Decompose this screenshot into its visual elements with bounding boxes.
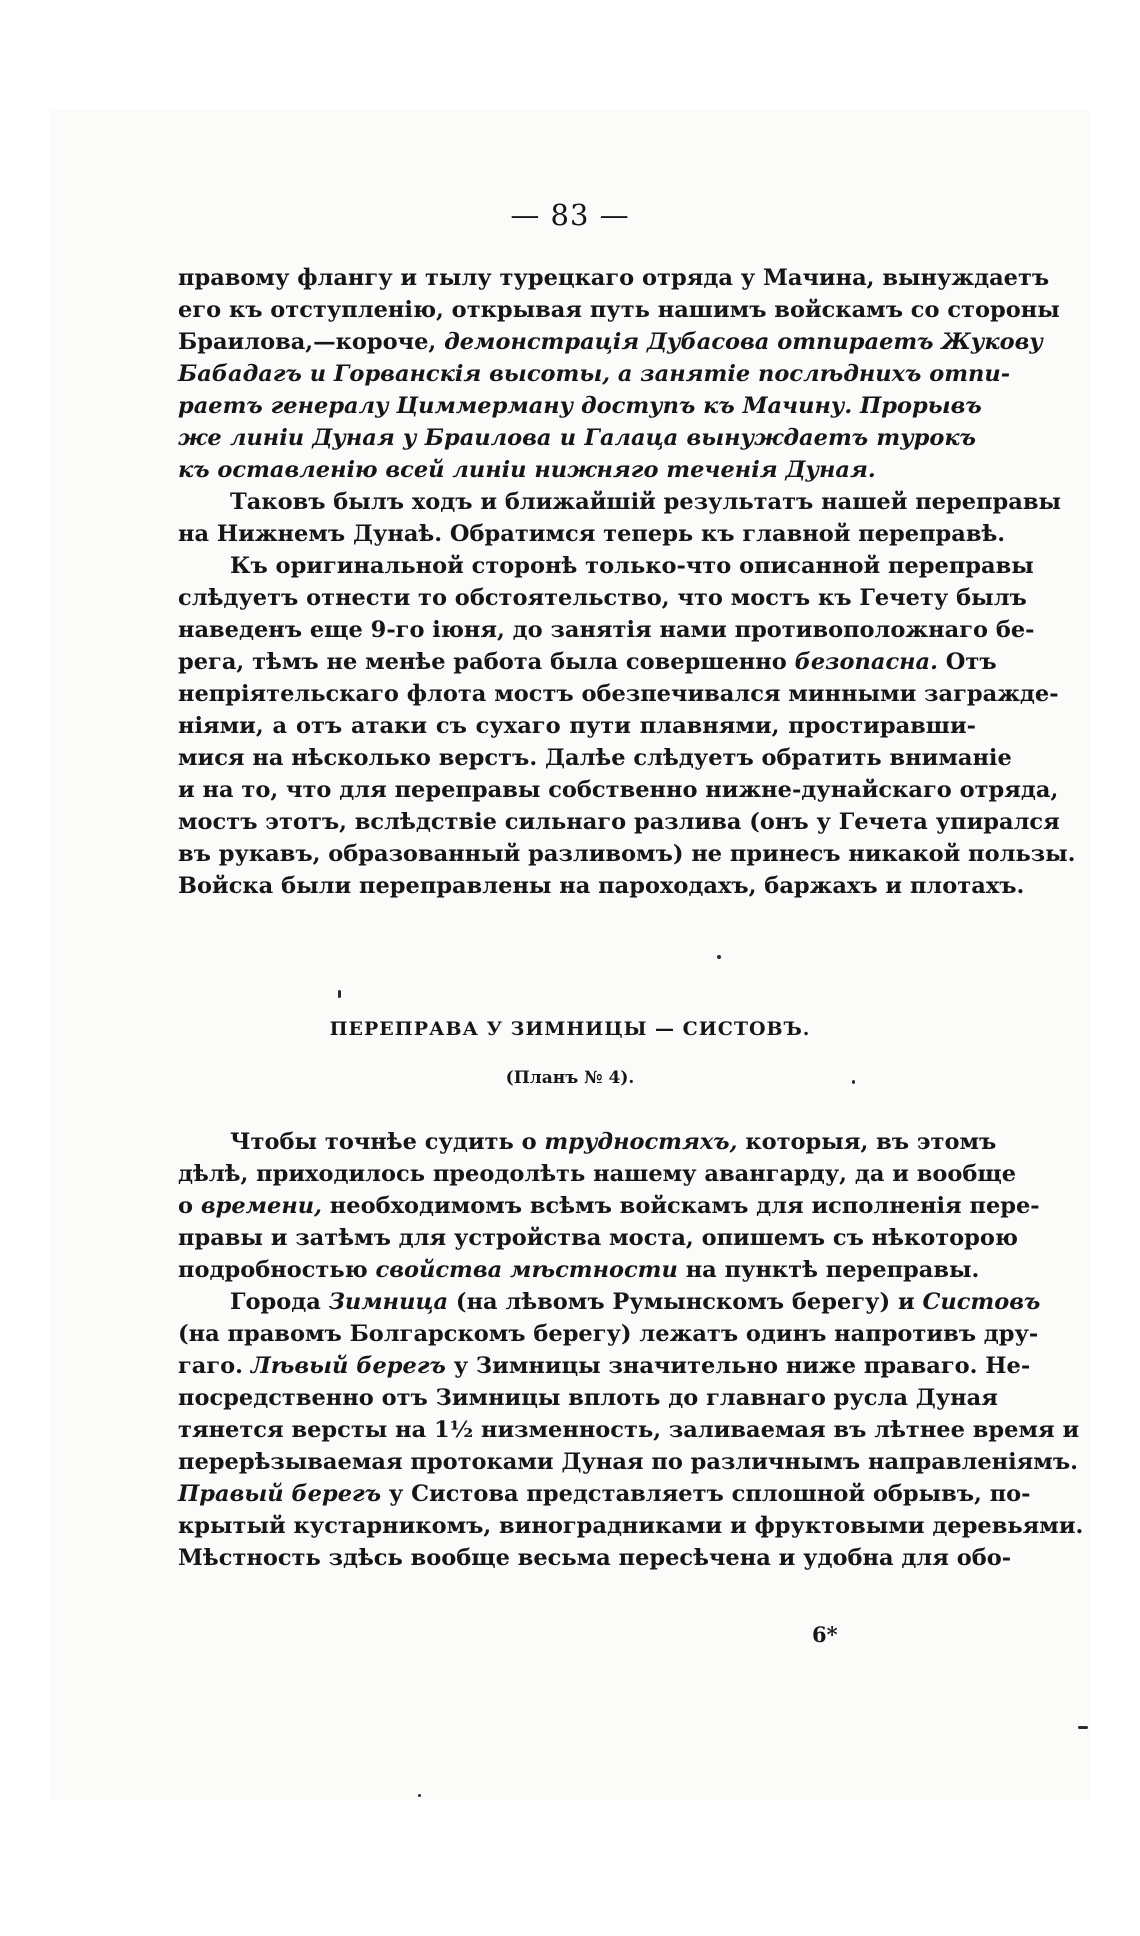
page-number: — 83 — (510, 198, 630, 232)
text-segment: въ рукавъ, образованный разливомъ) не принесъ никакой пользы. (178, 841, 1076, 867)
text-segment: Таковъ былъ ходъ и ближайшій результатъ нашей переправы (230, 489, 1062, 515)
text-line (178, 1222, 1018, 1254)
emphasis-text: къ оставленію всей линіи нижняго теченія Дуная. (178, 457, 876, 483)
paper-speck (1078, 1726, 1088, 1729)
emphasis-text: Лѣвый берегъ (250, 1353, 446, 1379)
text-segment: крытый кустарникомъ, виноградниками и фруктовыми деревьями. (178, 1513, 1084, 1539)
text-segment: Чтобы точнѣе судить о (230, 1129, 545, 1155)
text-line (178, 390, 982, 422)
text-line (178, 1446, 1078, 1478)
text-segment: мостъ этотъ, вслѣдствіе сильнаго разлива (онъ у Гечета упирался (178, 809, 1060, 835)
emphasis-text: Систовъ (922, 1289, 1041, 1315)
text-segment: на пунктѣ переправы. (677, 1257, 980, 1283)
text-line (178, 838, 1076, 870)
text-segment: Города (230, 1289, 329, 1315)
text-line (178, 678, 1059, 710)
text-segment: его къ отступленію, открывая путь нашимъ войскамъ со стороны (178, 297, 1060, 323)
text-segment: перерѣзываемая протоками Дуная по различнымъ направленіямъ. (178, 1449, 1078, 1475)
text-line (178, 806, 1060, 838)
section-plan-reference: (Планъ № 4). (505, 1068, 635, 1088)
emphasis-text: безопасна. (794, 649, 938, 675)
paragraph-block-top (178, 262, 1076, 902)
text-line (178, 1382, 998, 1414)
emphasis-text: Бабадагъ и Горванскія высоты, а занятіе послѣднихъ отпи- (178, 361, 1011, 387)
text-segment: посредственно отъ Зимницы вплоть до главнаго русла Дуная (178, 1385, 998, 1411)
emphasis-text: трудностяхъ, (544, 1129, 738, 1155)
text-line (178, 1286, 1041, 1318)
text-line (178, 518, 1006, 550)
text-line (178, 358, 1011, 390)
paper-speck (852, 1080, 855, 1084)
text-segment: гаго. (178, 1353, 251, 1379)
text-line (178, 870, 1025, 902)
text-segment: дѣлѣ, приходилось преодолѣть нашему авангарду, да и вообще (178, 1161, 1017, 1187)
text-line (178, 774, 1059, 806)
text-segment: подробностью (178, 1257, 376, 1283)
text-segment: ніями, а отъ атаки съ сухаго пути плавнями, простиравши- (178, 713, 976, 739)
text-line (178, 1254, 980, 1286)
text-segment: правы и затѣмъ для устройства моста, опишемъ съ нѣкоторою (178, 1225, 1018, 1251)
text-line (178, 742, 1012, 774)
text-segment: у Зимницы значительно ниже праваго. Не- (445, 1353, 1031, 1379)
text-segment: рега, тѣмъ не менѣе работа была совершенно (178, 649, 795, 675)
text-segment: которыя, въ этомъ (737, 1129, 997, 1155)
text-segment: правому флангу и тылу турецкаго отряда у Мачина, вынуждаетъ (178, 265, 1050, 291)
text-line (178, 454, 976, 486)
text-segment: о (178, 1193, 201, 1219)
text-segment: Браилова,—короче, (178, 329, 445, 355)
text-line (178, 262, 1050, 294)
text-segment: Къ оригинальной сторонѣ только-что описанной переправы (230, 553, 1034, 579)
text-line (178, 1414, 1080, 1446)
emphasis-text: раетъ генералу Циммерману доступъ къ Мачину. Прорывъ (178, 393, 982, 419)
text-line (178, 614, 1035, 646)
text-segment: Войска были переправлены на пароходахъ, баржахъ и плотахъ. (178, 873, 1025, 899)
text-segment: необходимомъ всѣмъ войскамъ для исполненія пере- (321, 1193, 1040, 1219)
text-line (178, 1318, 1039, 1350)
text-line (178, 294, 1060, 326)
emphasis-text: Правый берегъ (178, 1481, 382, 1507)
emphasis-text: времени, (200, 1193, 322, 1219)
emphasis-text: свойства мѣстности (375, 1257, 678, 1283)
paragraph-block-bottom (178, 1126, 1084, 1574)
text-line (178, 1350, 1031, 1382)
text-segment: и на то, что для переправы собственно нижне-дунайскаго отряда, (178, 777, 1059, 803)
emphasis-text: демонстрація Дубасова отпираетъ Жукову (444, 329, 1043, 355)
text-segment: слѣдуетъ отнести то обстоятельство, что мостъ къ Гечету былъ (178, 585, 1027, 611)
text-line (178, 1510, 1084, 1542)
paper-speck (418, 1794, 421, 1797)
printer-signature-mark: 6* (812, 1622, 838, 1647)
text-segment: Отъ (937, 649, 997, 675)
text-line (178, 486, 1062, 518)
text-segment: у Систова представляетъ сплошной обрывъ, по- (381, 1481, 1031, 1507)
text-line (178, 710, 976, 742)
text-line (178, 326, 1043, 358)
text-segment: (на лѣвомъ Румынскомъ берегу) и (448, 1289, 923, 1315)
text-segment: Мѣстность здѣсь вообще весьма пересѣчена и удобна для обо- (178, 1545, 1012, 1571)
text-line (178, 1542, 1012, 1574)
text-line (178, 582, 1027, 614)
paper-speck (338, 990, 341, 998)
text-segment: на Нижнемъ Дунаѣ. Обратимся теперь къ главной переправѣ. (178, 521, 1006, 547)
section-heading: ПЕРЕПРАВА У ЗИМНИЦЫ — СИСТОВЪ. (329, 1018, 811, 1040)
text-line (178, 1158, 1017, 1190)
text-line (178, 550, 1034, 582)
emphasis-text: же линіи Дуная у Браилова и Галаца вынуждаетъ турокъ (178, 425, 976, 451)
text-segment: непріятельскаго флота мостъ обезпечивался минными загражде- (178, 681, 1059, 707)
text-segment: тянется версты на 1½ низменность, заливаемая въ лѣтнее время и (178, 1417, 1080, 1443)
text-line (178, 422, 976, 454)
emphasis-text: Зимница (328, 1289, 449, 1315)
text-segment: наведенъ еще 9-го іюня, до занятія нами противоположнаго бе- (178, 617, 1035, 643)
paper-speck (717, 955, 721, 959)
text-line (178, 1478, 1031, 1510)
text-line (178, 646, 997, 678)
text-segment: (на правомъ Болгарскомъ берегу) лежатъ одинъ напротивъ дру- (178, 1321, 1039, 1347)
text-line (178, 1190, 1040, 1222)
text-line (178, 1126, 997, 1158)
text-segment: мися на нѣсколько верстъ. Далѣе слѣдуетъ обратить вниманіе (178, 745, 1012, 771)
